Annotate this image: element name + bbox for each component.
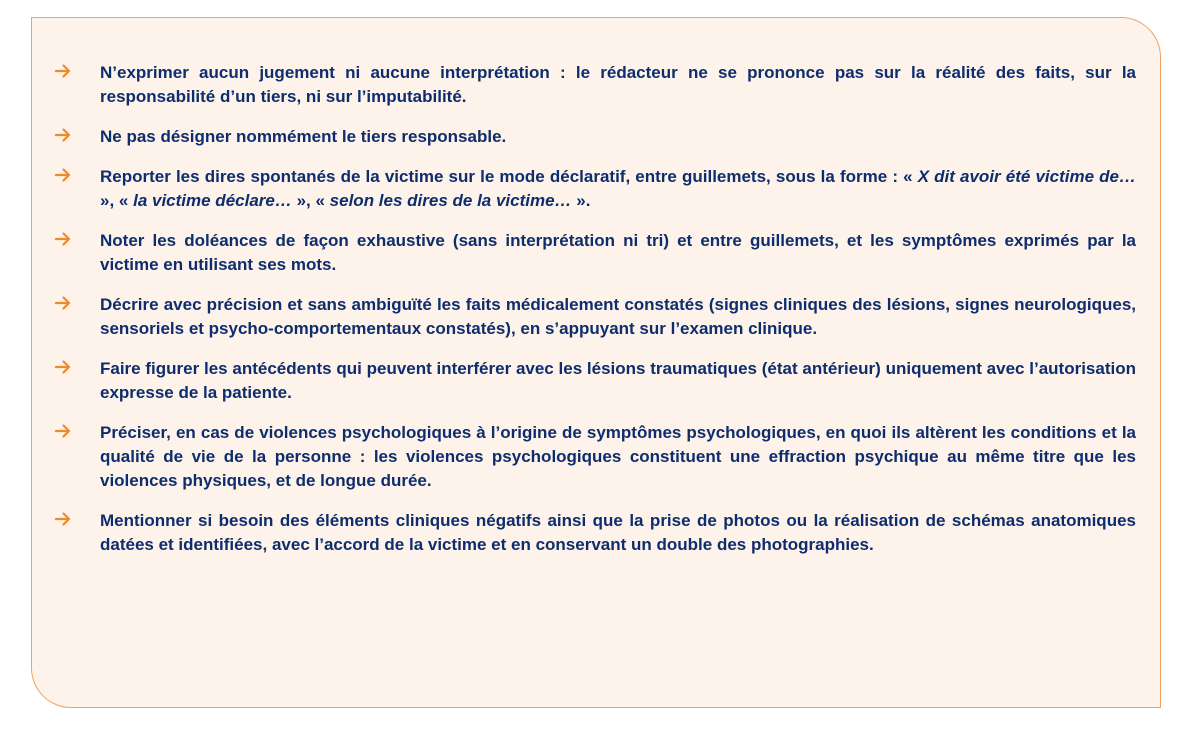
- list-item-text: Ne pas désigner nommément le tiers responsable.: [100, 127, 507, 146]
- right-arrow-icon: [54, 510, 72, 528]
- right-arrow-icon: [54, 422, 72, 440]
- list-item: [32, 125, 1160, 149]
- item-suffix: ».: [571, 191, 591, 210]
- list-item-text: [100, 165, 1136, 213]
- list-item: [32, 357, 1160, 405]
- item-prefix: Reporter les dires spontanés de la victime sur le mode déclaratif, entre guillemets, sous la forme : «: [100, 167, 918, 186]
- right-arrow-icon: [54, 126, 72, 144]
- list-item-text: Faire figurer les antécédents qui peuvent interférer avec les lésions traumatiques (état antérieur) uniquement avec l’autorisation expresse de la patiente.: [100, 359, 1136, 402]
- recommendations-list: [32, 61, 1160, 573]
- quote-1: X dit avoir été victime de…: [917, 167, 1137, 186]
- list-item: [32, 421, 1160, 493]
- list-item-text: Décrire avec précision et sans ambiguïté les faits médicalement constatés (signes cliniques des lésions, signes neurologiques, sensoriels et psycho-comportementaux constatés), en s’appuyant sur l’examen clinique.: [100, 295, 1136, 338]
- list-item: [32, 61, 1160, 109]
- quote-separator-2: », «: [291, 191, 330, 210]
- right-arrow-icon: [54, 358, 72, 376]
- recommendations-box: [31, 17, 1161, 708]
- list-item: [32, 293, 1160, 341]
- right-arrow-icon: [54, 62, 72, 80]
- list-item: [32, 509, 1160, 557]
- list-item-text: Préciser, en cas de violences psychologiques à l’origine de symptômes psychologiques, en quoi ils altèrent les conditions et la qualité de vie de la personne : les violences psychologiques constituent une effraction psychique au même titre que les violences physiques, et de longue durée.: [100, 423, 1136, 490]
- list-item-text: N’exprimer aucun jugement ni aucune interprétation : le rédacteur ne se prononce pas sur la réalité des faits, sur la responsabilité d’un tiers, ni sur l’imputabilité.: [100, 63, 1136, 106]
- list-item: [32, 229, 1160, 277]
- right-arrow-icon: [54, 166, 72, 184]
- list-item-text: Noter les doléances de façon exhaustive (sans interprétation ni tri) et entre guillemets, et les symptômes exprimés par la victime en utilisant ses mots.: [100, 231, 1136, 274]
- right-arrow-icon: [54, 230, 72, 248]
- quote-2: la victime déclare…: [133, 191, 292, 210]
- list-item: [32, 165, 1160, 213]
- list-item-text: Mentionner si besoin des éléments cliniques négatifs ainsi que la prise de photos ou la réalisation de schémas anatomiques datées et identifiées, avec l’accord de la victime et en conservant un double des photographies.: [100, 511, 1136, 554]
- quote-separator-1: », «: [100, 191, 134, 210]
- right-arrow-icon: [54, 294, 72, 312]
- quote-3: selon les dires de la victime…: [329, 191, 572, 210]
